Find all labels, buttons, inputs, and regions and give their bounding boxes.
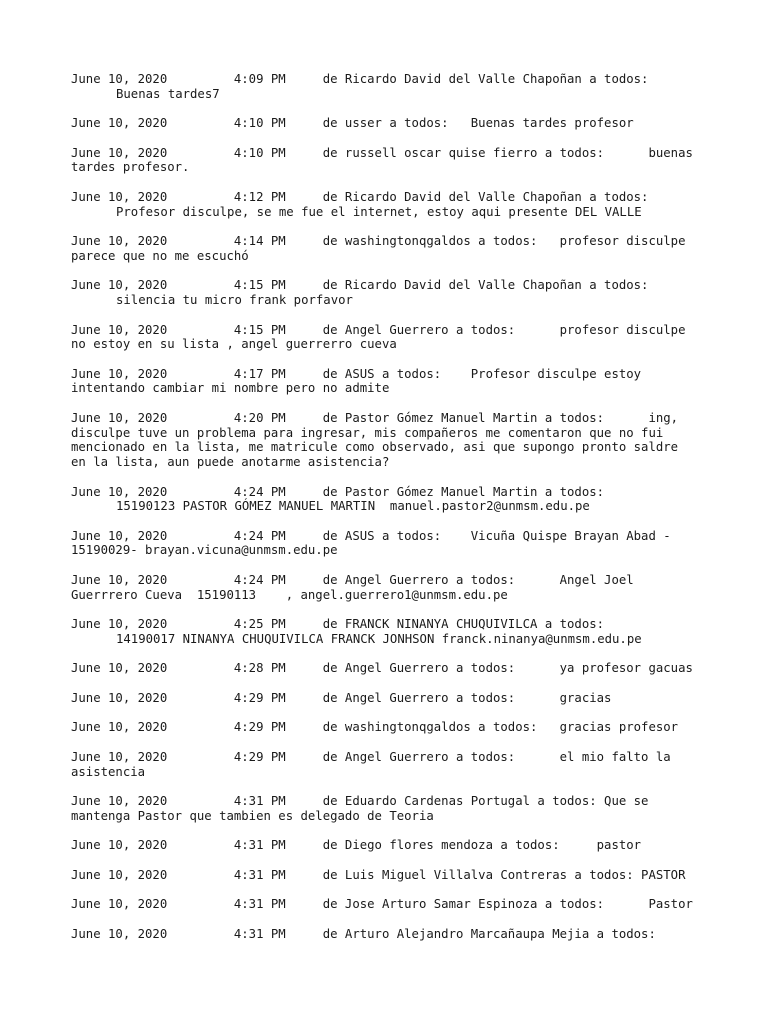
chat-message bbox=[71, 190, 699, 219]
message-text: 15190123 PASTOR GÓMEZ MANUEL MARTIN manuel.pastor2@unmsm.edu.pe bbox=[116, 499, 590, 514]
chat-message bbox=[71, 278, 699, 307]
chat-message bbox=[71, 617, 699, 646]
message-text: Guerrrero Cueva 15190113 , angel.guerrero1@unmsm.edu.pe bbox=[71, 587, 508, 602]
chat-message bbox=[71, 927, 699, 942]
message-header: June 10, 2020 4:17 PM de ASUS a todos: Profesor disculpe estoy bbox=[71, 366, 642, 381]
message-header: June 10, 2020 4:31 PM de Luis Miguel Villalva Contreras a todos: PASTOR bbox=[71, 867, 686, 882]
message-text: disculpe tuve un problema para ingresar, mis compañeros me comentaron que no fui mencionado en la lista, me matricule como observado, asi que supongo pronto saldre en la lista, aun puede anotarme asistencia? bbox=[71, 425, 679, 470]
message-header: June 10, 2020 4:14 PM de washingtonqgaldos a todos: profesor disculpe bbox=[71, 234, 686, 249]
message-header: June 10, 2020 4:31 PM de Arturo Alejandro Marcañaupa Mejia a todos: bbox=[71, 926, 656, 941]
message-text: silencia tu micro frank porfavor bbox=[116, 293, 353, 308]
chat-message bbox=[71, 234, 699, 263]
message-text: intentando cambiar mi nombre pero no admite bbox=[71, 381, 390, 396]
chat-message bbox=[71, 116, 699, 131]
chat-message bbox=[71, 750, 699, 779]
message-header: June 10, 2020 4:29 PM de Angel Guerrero a todos: el mio falto la bbox=[71, 749, 671, 764]
message-header: June 10, 2020 4:20 PM de Pastor Gómez Manuel Martin a todos: ing, bbox=[71, 410, 679, 425]
chat-message bbox=[71, 72, 699, 101]
message-header: June 10, 2020 4:15 PM de Angel Guerrero a todos: profesor disculpe bbox=[71, 322, 686, 337]
chat-message bbox=[71, 691, 699, 706]
message-text: Profesor disculpe, se me fue el internet, estoy aqui presente DEL VALLE bbox=[116, 204, 642, 219]
chat-message bbox=[71, 367, 699, 396]
message-header: June 10, 2020 4:31 PM de Jose Arturo Samar Espinoza a todos: Pastor bbox=[71, 897, 693, 912]
message-header: June 10, 2020 4:12 PM de Ricardo David del Valle Chapoñan a todos: bbox=[71, 189, 649, 204]
message-header: June 10, 2020 4:10 PM de usser a todos: Buenas tardes profesor bbox=[71, 116, 634, 131]
message-header: June 10, 2020 4:25 PM de FRANCK NINANYA CHUQUIVILCA a todos: bbox=[71, 617, 605, 632]
message-header: June 10, 2020 4:10 PM de russell oscar quise fierro a todos: buenas bbox=[71, 145, 693, 160]
message-header: June 10, 2020 4:29 PM de Angel Guerrero a todos: gracias bbox=[71, 690, 612, 705]
message-header: June 10, 2020 4:31 PM de Eduardo Cardenas Portugal a todos: Que se bbox=[71, 794, 649, 809]
message-header: June 10, 2020 4:24 PM de Angel Guerrero a todos: Angel Joel bbox=[71, 572, 634, 587]
message-header: June 10, 2020 4:31 PM de Diego flores mendoza a todos: pastor bbox=[71, 838, 642, 853]
message-text: 15190029- brayan.vicuna@unmsm.edu.pe bbox=[71, 543, 338, 558]
chat-message bbox=[71, 323, 699, 352]
chat-message bbox=[71, 794, 699, 823]
chat-message bbox=[71, 485, 699, 514]
message-text: 14190017 NINANYA CHUQUIVILCA FRANCK JONHSON franck.ninanya@unmsm.edu.pe bbox=[116, 631, 642, 646]
chat-message bbox=[71, 146, 699, 175]
message-header: June 10, 2020 4:24 PM de Pastor Gómez Manuel Martin a todos: bbox=[71, 484, 605, 499]
message-header: June 10, 2020 4:09 PM de Ricardo David del Valle Chapoñan a todos: bbox=[71, 72, 649, 86]
message-header: June 10, 2020 4:24 PM de ASUS a todos: Vicuña Quispe Brayan Abad - bbox=[71, 528, 671, 543]
message-text: no estoy en su lista , angel guerrerro cueva bbox=[71, 337, 397, 352]
chat-message bbox=[71, 661, 699, 676]
message-text: Buenas tardes7 bbox=[116, 86, 220, 101]
message-text: parece que no me escuchó bbox=[71, 248, 249, 263]
chat-message bbox=[71, 720, 699, 735]
message-text: asistencia bbox=[71, 764, 146, 779]
chat-message bbox=[71, 897, 699, 912]
message-text: mantenga Pastor que tambien es delegado de Teoria bbox=[71, 808, 434, 823]
message-header: June 10, 2020 4:29 PM de washingtonqgaldos a todos: gracias profesor bbox=[71, 720, 679, 735]
chat-message bbox=[71, 529, 699, 558]
chat-message bbox=[71, 411, 699, 470]
chat-message bbox=[71, 868, 699, 883]
message-header: June 10, 2020 4:28 PM de Angel Guerrero a todos: ya profesor gacuas bbox=[71, 661, 693, 676]
message-header: June 10, 2020 4:15 PM de Ricardo David del Valle Chapoñan a todos: bbox=[71, 278, 649, 293]
message-text: tardes profesor. bbox=[71, 160, 190, 175]
chat-message bbox=[71, 838, 699, 853]
chat-message bbox=[71, 573, 699, 602]
